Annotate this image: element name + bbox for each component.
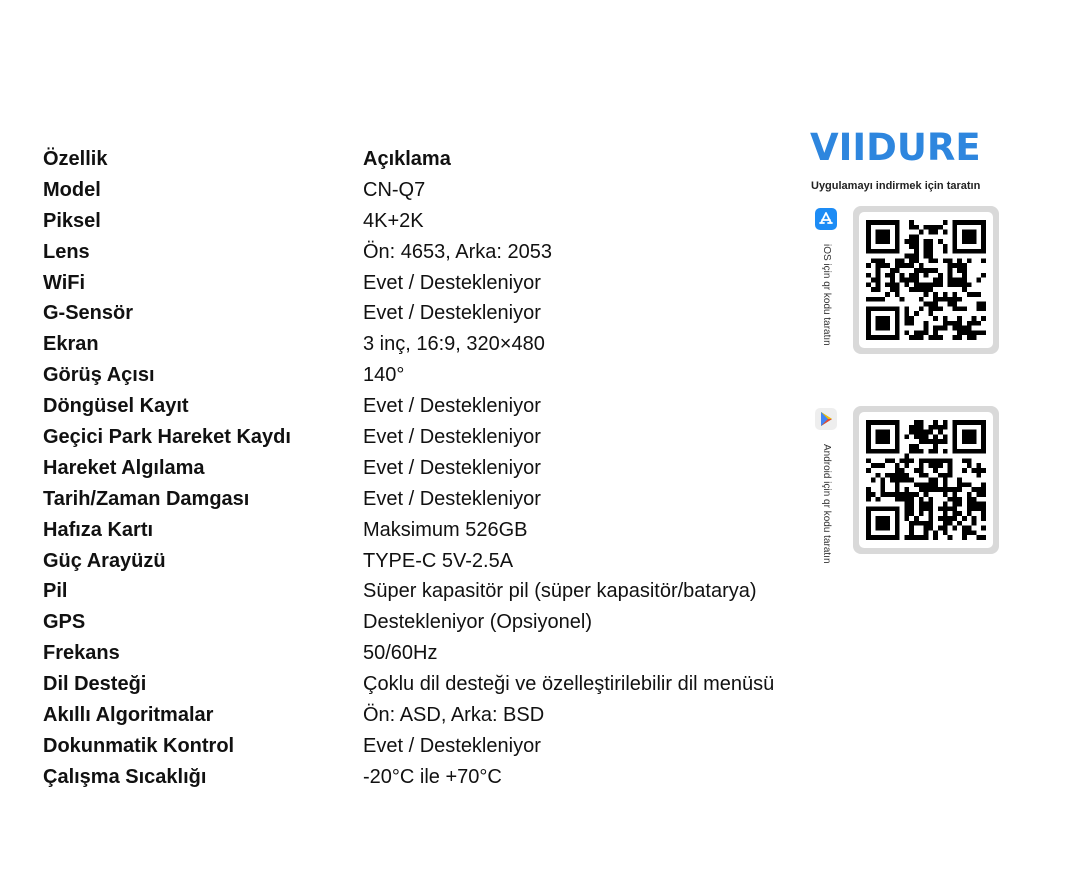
spec-key: Tarih/Zaman Damgası bbox=[43, 487, 250, 510]
ios-qr-code[interactable] bbox=[866, 218, 986, 342]
spec-row bbox=[43, 237, 803, 268]
spec-value: Destekleniyor (Opsiyonel) bbox=[363, 611, 592, 634]
spec-table bbox=[43, 144, 803, 793]
spec-value: 140° bbox=[363, 364, 405, 387]
spec-value: Evet / Destekleniyor bbox=[363, 426, 541, 449]
spec-key: Frekans bbox=[43, 642, 120, 665]
spec-value: Evet / Destekleniyor bbox=[363, 487, 541, 510]
spec-value: 3 inç, 16:9, 320×480 bbox=[363, 333, 545, 356]
spec-key: Geçici Park Hareket Kaydı bbox=[43, 426, 291, 449]
svg-text:VIIDURE: VIIDURE bbox=[810, 126, 981, 166]
spec-row bbox=[43, 576, 803, 607]
android-qr-label: Android için qr kodu taratın bbox=[821, 444, 832, 564]
spec-key: GPS bbox=[43, 611, 86, 634]
spec-key: Hafıza Kartı bbox=[43, 518, 154, 541]
spec-row bbox=[43, 268, 803, 299]
spec-row bbox=[43, 731, 803, 762]
spec-key: Lens bbox=[43, 240, 90, 263]
header-description: Açıklama bbox=[363, 148, 451, 170]
spec-row bbox=[43, 422, 803, 453]
spec-row bbox=[43, 298, 803, 329]
spec-row bbox=[43, 700, 803, 731]
spec-row bbox=[43, 515, 803, 546]
spec-row bbox=[43, 546, 803, 577]
viidure-logo bbox=[810, 126, 990, 166]
ios-qr-block bbox=[812, 206, 1002, 356]
spec-key: Güç Arayüzü bbox=[43, 549, 166, 572]
spec-value: Çoklu dil desteği ve özelleştirilebilir dil menüsü bbox=[363, 673, 775, 696]
spec-value: 4K+2K bbox=[363, 209, 424, 232]
spec-key: Dil Desteği bbox=[43, 673, 147, 696]
spec-key: Ekran bbox=[43, 333, 99, 356]
spec-row bbox=[43, 175, 803, 206]
spec-key: Döngüsel Kayıt bbox=[43, 395, 189, 418]
spec-key: Model bbox=[43, 178, 101, 201]
spec-key: G-Sensör bbox=[43, 302, 134, 325]
download-tagline: Uygulamayı indirmek için taratın bbox=[811, 180, 981, 192]
spec-value: Evet / Destekleniyor bbox=[363, 395, 541, 418]
spec-value: Maksimum 526GB bbox=[363, 518, 528, 541]
spec-key: Hareket Algılama bbox=[43, 456, 205, 479]
header-feature: Özellik bbox=[43, 148, 108, 170]
spec-key: Çalışma Sıcaklığı bbox=[43, 765, 207, 788]
spec-value: Evet / Destekleniyor bbox=[363, 734, 541, 757]
spec-value: Evet / Destekleniyor bbox=[363, 302, 541, 325]
spec-row bbox=[43, 607, 803, 638]
ios-qr-frame bbox=[853, 206, 999, 354]
ios-qr-label: iOS için qr kodu taratın bbox=[821, 244, 832, 346]
spec-table-header bbox=[43, 144, 803, 175]
spec-value: Evet / Destekleniyor bbox=[363, 456, 541, 479]
brand-logo bbox=[810, 126, 990, 166]
spec-key: Pil bbox=[43, 580, 68, 603]
google-play-icon bbox=[815, 408, 835, 428]
spec-value: -20°C ile +70°C bbox=[363, 765, 502, 788]
spec-key: WiFi bbox=[43, 271, 86, 294]
spec-key: Görüş Açısı bbox=[43, 364, 155, 387]
spec-row bbox=[43, 329, 803, 360]
spec-key: Dokunmatik Kontrol bbox=[43, 734, 235, 757]
spec-value: CN-Q7 bbox=[363, 178, 426, 201]
spec-value: Ön: ASD, Arka: BSD bbox=[363, 704, 545, 727]
spec-key: Akıllı Algoritmalar bbox=[43, 704, 214, 727]
android-qr-frame bbox=[853, 406, 999, 554]
spec-value: 50/60Hz bbox=[363, 642, 438, 665]
spec-value: TYPE-C 5V-2.5A bbox=[363, 549, 514, 572]
spec-row bbox=[43, 453, 803, 484]
spec-row bbox=[43, 206, 803, 237]
spec-row bbox=[43, 360, 803, 391]
spec-key: Piksel bbox=[43, 209, 101, 232]
app-store-icon bbox=[815, 208, 835, 228]
spec-row bbox=[43, 669, 803, 700]
android-qr-block bbox=[812, 406, 1002, 564]
spec-value: Evet / Destekleniyor bbox=[363, 271, 541, 294]
spec-row bbox=[43, 762, 803, 793]
spec-value: Ön: 4653, Arka: 2053 bbox=[363, 240, 553, 263]
spec-row bbox=[43, 484, 803, 515]
android-qr-code[interactable] bbox=[866, 418, 986, 542]
spec-value: Süper kapasitör pil (süper kapasitör/batarya) bbox=[363, 580, 757, 603]
spec-row bbox=[43, 391, 803, 422]
spec-row bbox=[43, 638, 803, 669]
